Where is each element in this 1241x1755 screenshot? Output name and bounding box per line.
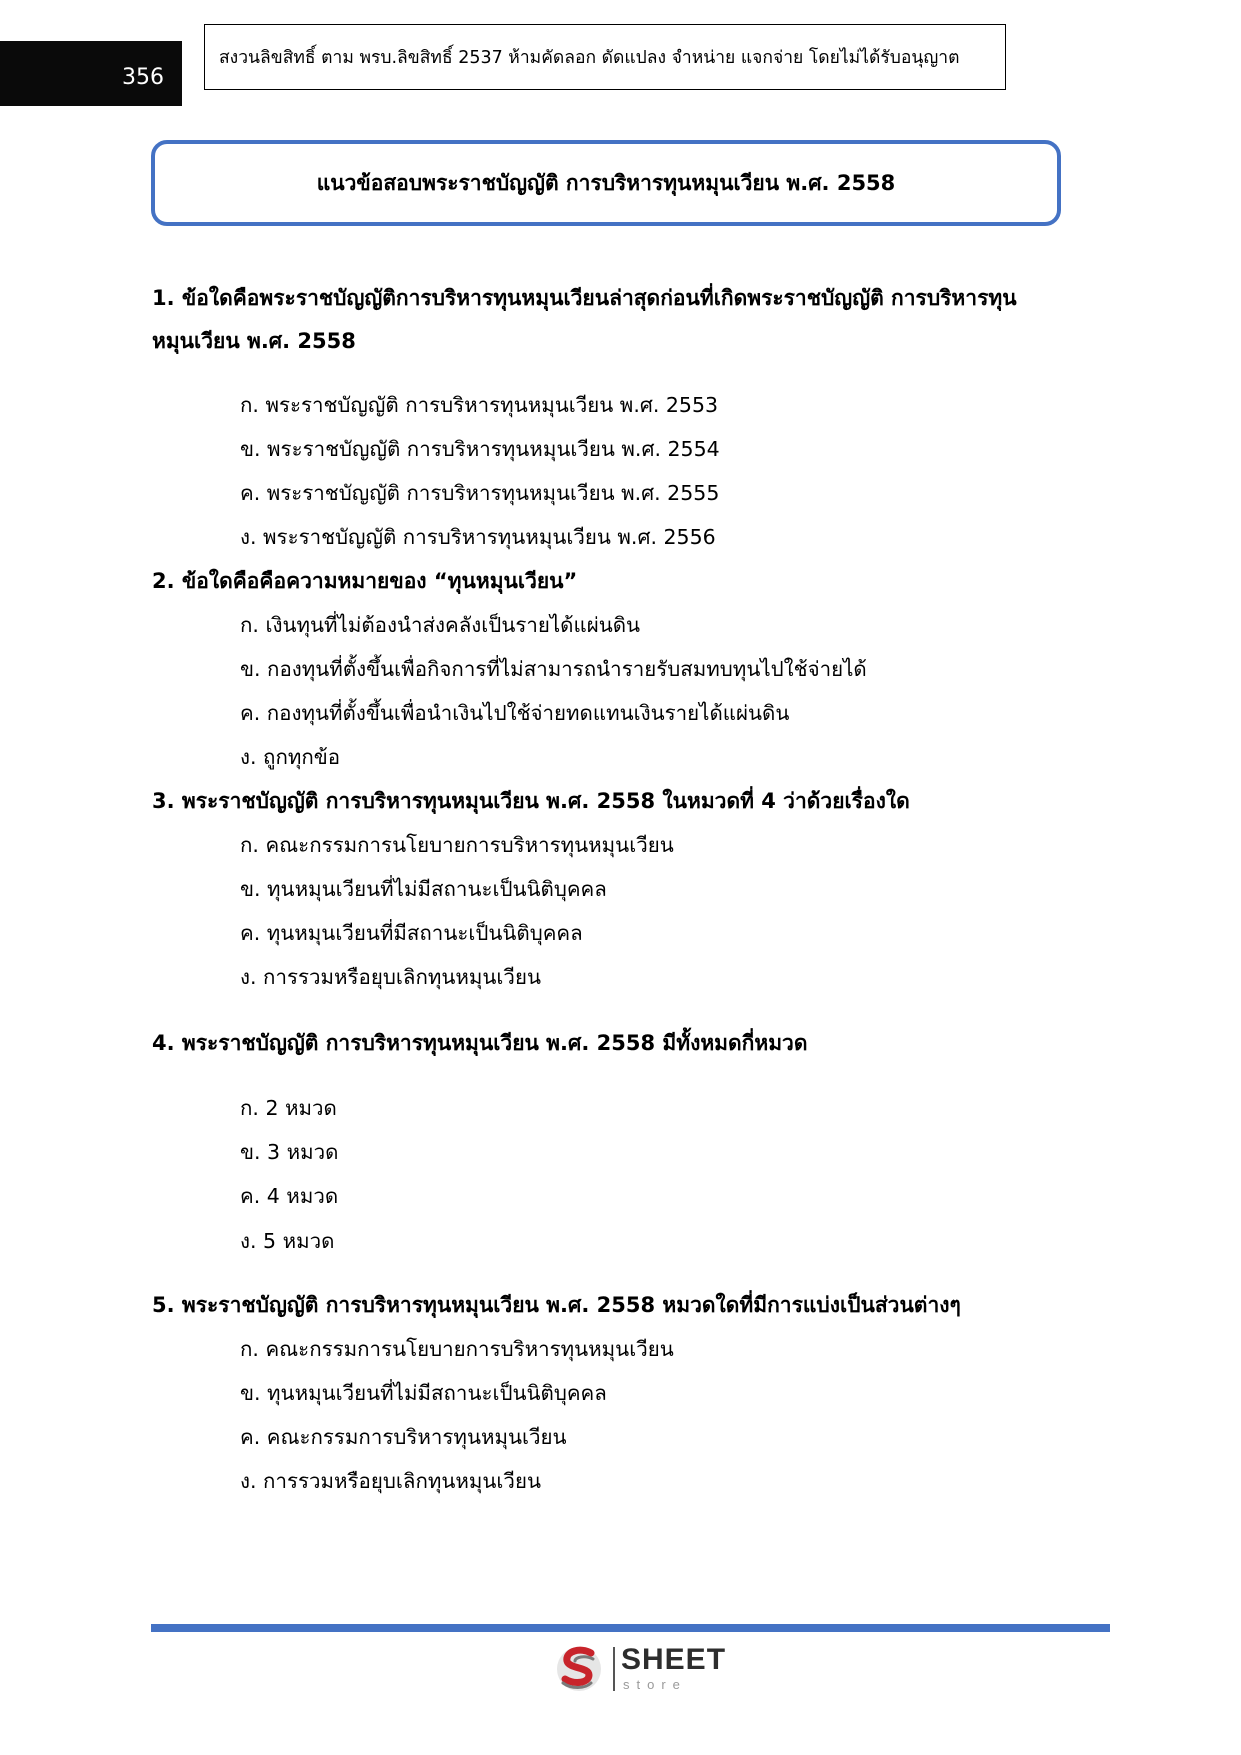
question-4-text: 4. พระราชบัญญัติ การบริหารทุนหมุนเวียน พ.ศ. 2558 มีทั้งหมดกี่หมวด: [152, 1031, 808, 1055]
question-3-text: 3. พระราชบัญญัติ การบริหารทุนหมุนเวียน พ.ศ. 2558 ในหมวดที่ 4 ว่าด้วยเรื่องใด: [152, 789, 910, 813]
question-2-text: 2. ข้อใดคือคือความหมายของ “ทุนหมุนเวียน”: [152, 569, 578, 593]
question-2-option-c: ค. กองทุนที่ตั้งขึ้นเพื่อนำเงินไปใช้จ่ายทดแทนเงินรายได้แผ่นดิน: [240, 701, 790, 725]
question-5-option-c: ค. คณะกรรมการบริหารทุนหมุนเวียน: [240, 1425, 567, 1449]
sheet-store-logo: [555, 1643, 725, 1697]
question-3-option-a: ก. คณะกรรมการนโยบายการบริหารทุนหมุนเวียน: [240, 833, 674, 857]
footer-rule: [151, 1624, 1110, 1632]
logo-word: SHEET: [621, 1643, 727, 1676]
question-4-option-c: ค. 4 หมวด: [240, 1184, 339, 1208]
logo-divider: [613, 1647, 615, 1691]
question-3-option-c: ค. ทุนหมุนเวียนที่มีสถานะเป็นนิติบุคคล: [240, 921, 583, 945]
question-5-option-a: ก. คณะกรรมการนโยบายการบริหารทุนหมุนเวียน: [240, 1337, 674, 1361]
question-5-option-d: ง. การรวมหรือยุบเลิกทุนหมุนเวียน: [240, 1469, 541, 1493]
page-number: 356: [122, 65, 164, 90]
question-1-text-cont: หมุนเวียน พ.ศ. 2558: [152, 329, 356, 353]
question-2-option-a: ก. เงินทุนที่ไม่ต้องนำส่งคลังเป็นรายได้แผ่นดิน: [240, 613, 641, 637]
question-5-text: 5. พระราชบัญญัติ การบริหารทุนหมุนเวียน พ.ศ. 2558 หมวดใดที่มีการแบ่งเป็นส่วนต่างๆ: [152, 1293, 961, 1317]
question-2-option-d: ง. ถูกทุกข้อ: [240, 745, 341, 769]
question-1-option-c: ค. พระราชบัญญัติ การบริหารทุนหมุนเวียน พ.ศ. 2555: [240, 481, 720, 505]
question-1-option-a: ก. พระราชบัญญัติ การบริหารทุนหมุนเวียน พ.ศ. 2553: [240, 393, 719, 417]
question-4-option-a: ก. 2 หมวด: [240, 1096, 337, 1120]
copyright-text: สงวนลิขสิทธิ์ ตาม พรบ.ลิขสิทธิ์ 2537 ห้ามคัดลอก ดัดแปลง จำหน่าย แจกจ่าย โดยไม่ได้รับอนุญาต: [219, 48, 960, 68]
question-4-option-d: ง. 5 หมวด: [240, 1229, 335, 1253]
question-1-option-b: ข. พระราชบัญญัติ การบริหารทุนหมุนเวียน พ.ศ. 2554: [240, 437, 720, 461]
question-1-text: 1. ข้อใดคือพระราชบัญญัติการบริหารทุนหมุนเวียนล่าสุดก่อนที่เกิดพระราชบัญญัติ การบริหารทุน: [152, 286, 1017, 310]
question-3-option-d: ง. การรวมหรือยุบเลิกทุนหมุนเวียน: [240, 965, 541, 989]
sheet-store-s-icon: [555, 1643, 603, 1695]
logo-subword: store: [623, 1677, 687, 1692]
question-4-option-b: ข. 3 หมวด: [240, 1140, 339, 1164]
page-title: แนวข้อสอบพระราชบัญญัติ การบริหารทุนหมุนเวียน พ.ศ. 2558: [316, 170, 896, 195]
question-3-option-b: ข. ทุนหมุนเวียนที่ไม่มีสถานะเป็นนิติบุคคล: [240, 877, 607, 901]
question-1-option-d: ง. พระราชบัญญัติ การบริหารทุนหมุนเวียน พ.ศ. 2556: [240, 525, 716, 549]
question-2-option-b: ข. กองทุนที่ตั้งขึ้นเพื่อกิจการที่ไม่สามารถนำรายรับสมทบทุนไปใช้จ่ายได้: [240, 657, 867, 681]
question-5-option-b: ข. ทุนหมุนเวียนที่ไม่มีสถานะเป็นนิติบุคคล: [240, 1381, 607, 1405]
